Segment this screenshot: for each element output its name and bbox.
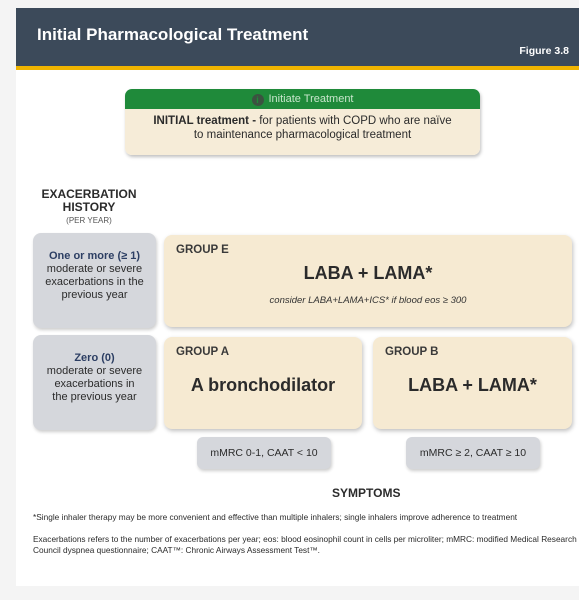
row-label-line: exacerbations in <box>54 378 135 390</box>
initiate-treatment-box <box>125 89 480 155</box>
exacerbation-history-subtitle: (PER YEAR) <box>66 216 112 225</box>
group-e-box <box>164 235 572 327</box>
group-e-note: consider LABA+LAMA+ICS* if blood eos ≥ 300 <box>269 295 467 306</box>
row-label-line: moderate or severe <box>46 263 143 275</box>
symptoms-low-box: mMRC 0-1, CAAT < 10 <box>197 437 331 469</box>
row-label-line: exacerbations in the <box>45 276 144 288</box>
row-label-lead: One or more (≥ 1) <box>49 250 140 262</box>
group-a-treatment: A bronchodilator <box>190 375 336 395</box>
row-label-one-or-more <box>33 233 156 328</box>
figure-header <box>16 8 579 66</box>
exacerbation-title-line2: HISTORY <box>62 200 116 214</box>
symptoms-high-box: mMRC ≥ 2, CAAT ≥ 10 <box>406 437 540 469</box>
group-a-label: GROUP A <box>176 346 230 358</box>
group-b-treatment: LABA + LAMA* <box>408 375 537 395</box>
initiate-body-bold: INITIAL treatment - <box>153 115 257 127</box>
group-e-label: GROUP E <box>176 244 229 256</box>
initiate-body-line1: for patients with COPD who are naïve <box>256 115 452 127</box>
group-b-label: GROUP B <box>385 346 439 358</box>
header-accent-rule <box>16 66 579 70</box>
row-label-lead: Zero (0) <box>74 352 115 364</box>
footnote-single-inhaler: *Single inhaler therapy may be more convenient and effective than multiple inhalers; single inhalers improve adherence to treatment <box>33 512 518 522</box>
figure-card <box>16 8 579 586</box>
group-b-box <box>373 337 572 429</box>
figure-number: Figure 3.8 <box>519 45 569 57</box>
initiate-treatment-heading <box>125 89 480 109</box>
row-label-line: moderate or severe <box>46 365 143 377</box>
initiate-treatment-body <box>125 109 480 155</box>
info-icon: i <box>252 94 264 106</box>
row-label-zero <box>33 335 156 430</box>
initiate-heading-text: Initiate Treatment <box>268 93 354 105</box>
initiate-body-line2: to maintenance pharmacological treatment <box>193 129 412 141</box>
figure-title: Initial Pharmacological Treatment <box>37 25 309 44</box>
row-label-line: the previous year <box>52 391 137 403</box>
group-a-box <box>164 337 362 429</box>
exacerbation-history-title <box>34 188 144 214</box>
group-e-treatment: LABA + LAMA* <box>303 263 433 283</box>
footnote-abbreviations: Exacerbations refers to the number of exacerbations per year; eos: blood eosinophil count in cells per microliter; mMRC: modified Medical Research Council dyspnea questionnaire; CAAT™: Chronic Airways Assessment Test™. <box>33 534 577 555</box>
symptoms-axis-label: SYMPTOMS <box>332 486 401 500</box>
exacerbation-title-line1: EXACERBATION <box>41 187 137 201</box>
row-label-line: previous year <box>61 289 128 301</box>
